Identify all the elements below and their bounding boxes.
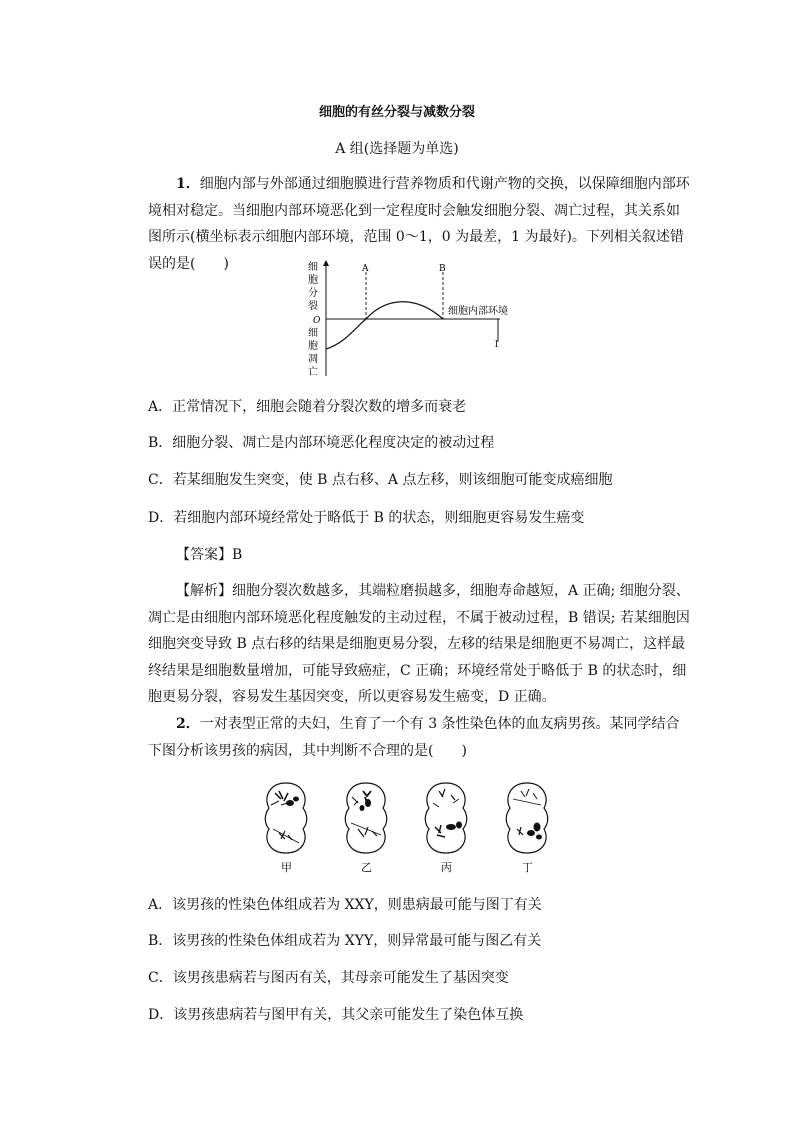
q2-stem: 2．一对表型正常的夫妇，生育了一个有 3 条性染色体的血友病男孩。某同学结合下图分析该男孩的病因，其中判断不合理的是( ) (148, 716, 680, 759)
cell-ding-diagram (506, 783, 548, 853)
q1-origin-label: O (313, 316, 321, 326)
cell-bing-diagram (425, 783, 467, 853)
q1-y-top-0: 细 (308, 262, 318, 273)
cell-label-yi: 乙 (361, 861, 372, 874)
q1-answer-label: 【答案】 (176, 547, 232, 563)
q1-curve (326, 302, 443, 349)
q1-y-top-1: 胞 (308, 275, 318, 286)
group-title: A 组(选择题为单选) (335, 141, 459, 157)
q1-x-end-label: l (495, 340, 498, 350)
q1-y-top-2: 分 (308, 288, 318, 299)
q1-x-label: 细胞内部环境 (448, 306, 508, 317)
q1-point-b: B (439, 264, 446, 274)
q1-y-bottom-3: 亡 (308, 367, 318, 378)
q1-y-top-3: 裂 (308, 301, 318, 312)
cell-jia-diagram (265, 783, 307, 853)
q1-analysis-label: 【解析】 (176, 583, 232, 599)
q2-option-c: C．该男孩患病若与图丙有关，其母亲可能发生了基因突变 (148, 970, 509, 986)
q2-stem-text: 一对表型正常的夫妇，生育了一个有 3 条性染色体的血友病男孩。某同学结合下图分析该男孩的病因，其中判断不合理的是( ) (148, 716, 680, 759)
cell-label-ding: 丁 (522, 861, 533, 874)
cell-yi-diagram (345, 783, 387, 853)
q1-point-a: A (362, 264, 369, 274)
q1-analysis-text: 细胞分裂次数越多，其端粒磨损越多，细胞寿命越短，A 正确; 细胞分裂、凋亡是由细胞内部环境恶化程度触发的主动过程，不属于被动过程，B 错误; 若某细胞因细胞突变导致 B 点右移的结果是细胞更易分裂，左移的结果是细胞更不易凋亡，这样最终结果是细胞数量增加，可能导致癌症，C 正确；环境经常处于略低于 B 的状态时，细胞更易分裂，容易发生基因突变，所以更容易发生癌变，D 正确。 (148, 583, 690, 705)
cell-label-jia: 甲 (281, 861, 292, 874)
q1-answer (148, 542, 693, 569)
q2-option-b: B．该男孩的性染色体组成若为 XYY，则异常最可能与图乙有关 (148, 933, 542, 949)
q1-stem-text: 细胞内部与外部通过细胞膜进行营养物质和代谢产物的交换，以保障细胞内部环境相对稳定。当细胞内部环境恶化到一定程度时会触发细胞分裂、凋亡过程，其关系如图所示(横坐标表示细胞内部环境，范围 0～1，0 为最差，1 为最好)。下列相关叙述错误的是( ) (148, 176, 690, 272)
q1-number: 1 (176, 176, 186, 192)
q2-option-d: D．该男孩患病若与图甲有关，其父亲可能发生了染色体互换 (148, 1007, 524, 1023)
q2-cell-figure (255, 775, 565, 875)
q1-option-c: C．若某细胞发生突变，使 B 点右移、A 点左移，则该细胞可能变成癌细胞 (148, 472, 613, 488)
doc-title: 细胞的有丝分裂与减数分裂 (318, 105, 475, 120)
q1-y-bottom-2: 凋 (308, 354, 318, 365)
q1-figure (300, 258, 530, 378)
q1-option-a: A．正常情况下，细胞会随着分裂次数的增多而衰老 (148, 399, 467, 415)
q1-answer-value: B (232, 547, 243, 563)
q2-number: 2 (176, 716, 186, 732)
q1-y-bottom-0: 细 (308, 328, 318, 339)
q1-y-bottom-1: 胞 (308, 341, 318, 352)
q1-stem: 1．细胞内部与外部通过细胞膜进行营养物质和代谢产物的交换，以保障细胞内部环境相对稳定。当细胞内部环境恶化到一定程度时会触发细胞分裂、凋亡过程，其关系如图所示(横坐标表示细胞内部环境，范围 0～1，0 为最差，1 为最好)。下列相关叙述错误的是( ) (148, 176, 690, 272)
q1-analysis (148, 578, 693, 711)
q2-option-a: A．该男孩的性染色体组成若为 XXY，则患病最可能与图丁有关 (148, 897, 542, 913)
q1-option-b: B．细胞分裂、凋亡是内部环境恶化程度决定的被动过程 (148, 435, 495, 451)
cell-label-bing: 丙 (441, 861, 452, 874)
q1-option-d: D．若细胞内部环境经常处于略低于 B 的状态，则细胞更容易发生癌变 (148, 510, 585, 526)
